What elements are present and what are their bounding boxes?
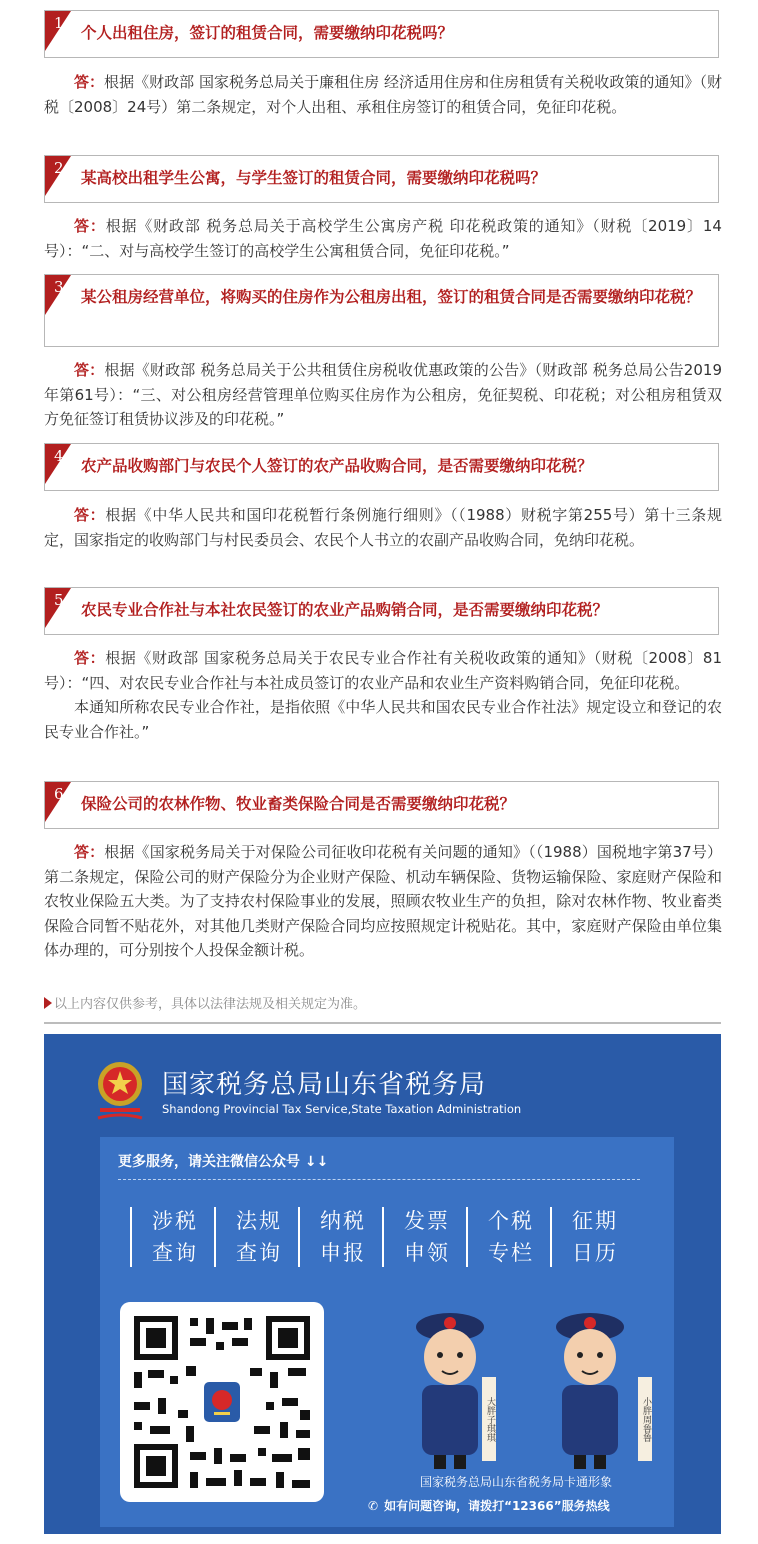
service-item[interactable]	[466, 1201, 546, 1273]
question-number: 6	[54, 785, 64, 803]
service-line2: 查询	[236, 1241, 282, 1265]
service-item[interactable]	[382, 1201, 462, 1273]
service-line2: 申报	[320, 1241, 366, 1265]
disclaimer	[44, 993, 366, 1012]
tax-emblem-icon	[92, 1058, 148, 1128]
answer-paragraph: 本通知所称农民专业合作社，是指依照《中华人民共和国农民专业合作社法》规定设立和登记的农民专业合作社。”	[44, 698, 722, 741]
question-box	[44, 587, 719, 635]
answer-text: 根据《中华人民共和国印花税暂行条例施行细则》（（1988）财税字第255号）第十三条规定，国家指定的收购部门与村民委员会、农民个人书立的农副产品收购合同，免纳印花税。	[44, 506, 722, 549]
phone-icon: ✆	[368, 1499, 379, 1513]
service-line2: 日历	[572, 1241, 618, 1265]
question-box	[44, 274, 719, 347]
hotline-text: 如有问题咨询，请拨打“12366”服务热线	[384, 1499, 610, 1513]
question-number: 3	[54, 278, 64, 296]
question-number: 5	[54, 591, 64, 609]
mascot-sign: 小胖周鲁鲁	[638, 1377, 652, 1461]
org-name-en: Shandong Provincial Tax Service,State Taxation Administration	[162, 1102, 522, 1116]
service-panel	[100, 1137, 674, 1527]
org-name-cn: 国家税务总局山东省税务局	[162, 1070, 487, 1100]
answer-label: 答：	[74, 843, 105, 861]
answer-block	[44, 840, 722, 963]
answer-label: 答：	[74, 217, 106, 235]
qr-code-icon	[120, 1302, 324, 1502]
service-line2: 查询	[152, 1241, 198, 1265]
question-text: 某高校出租学生公寓，与学生签订的租赁合同，需要缴纳印花税吗？	[81, 169, 547, 187]
question-box	[44, 10, 719, 58]
answer-label: 答：	[74, 73, 105, 91]
answer-block	[44, 503, 722, 552]
divider	[44, 1022, 721, 1024]
question-number: 2	[54, 159, 64, 177]
question-text: 个人出租住房，签订的租赁合同，需要缴纳印花税吗？	[81, 24, 454, 42]
mascot-sign: 大胖子琪琪	[482, 1377, 496, 1461]
follow-prompt: 更多服务，请关注微信公众号 ↓↓	[118, 1154, 329, 1170]
service-line2: 申领	[404, 1241, 450, 1265]
answer-text: 根据《财政部 税务总局关于公共租赁住房税收优惠政策的公告》（财政部 税务总局公告2019年第61号）：“三、对公租房经营管理单位购买住房作为公租房，免征契税、印花税；对公租房租赁双方免征签订租赁协议涉及的印花税。”	[44, 361, 722, 428]
question-text: 农产品收购部门与农民个人签订的农产品收购合同，是否需要缴纳印花税？	[81, 457, 593, 475]
service-line1: 法规	[236, 1209, 282, 1233]
mascot-caption: 国家税务总局山东省税务局卡通形象	[420, 1475, 613, 1489]
question-box	[44, 155, 719, 203]
question-box	[44, 443, 719, 491]
service-line1: 纳税	[320, 1209, 366, 1233]
service-item[interactable]	[130, 1201, 210, 1273]
question-text: 农民专业合作社与本社农民签订的农业产品购销合同，是否需要缴纳印花税？	[81, 601, 609, 619]
service-item[interactable]	[550, 1201, 630, 1273]
question-number: 4	[54, 447, 64, 465]
service-item[interactable]	[298, 1201, 378, 1273]
answer-label: 答：	[74, 506, 106, 524]
answer-block	[44, 70, 722, 119]
service-line1: 涉税	[152, 1209, 198, 1233]
answer-label: 答：	[74, 361, 105, 379]
service-line2: 专栏	[488, 1241, 534, 1265]
mascot-figure	[540, 1297, 640, 1472]
answer-text: 根据《财政部 税务总局关于高校学生公寓房产税 印花税政策的通知》（财税〔2019〕14号）：“二、对与高校学生签订的高校学生公寓租赁合同，免征印花税。”	[44, 217, 722, 260]
answer-text: 根据《国家税务局关于对保险公司征收印花税有关问题的通知》（（1988）国税地字第37号）第二条规定，保险公司的财产保险分为企业财产保险、机动车辆保险、货物运输保险、家庭财产保险和农牧业保险五大类。为了支持农村保险事业的发展，照顾农牧业生产的负担，除对农林作物、牧业畜类保险合同暂不贴花外，对其他几类财产保险合同均应按照规定计税贴花。其中，家庭财产保险由单位集体办理的，可分别按个人投保金额计税。	[44, 843, 722, 959]
question-box	[44, 781, 719, 829]
service-line1: 发票	[404, 1209, 450, 1233]
hotline	[368, 1497, 610, 1514]
question-number: 1	[54, 14, 64, 32]
service-line1: 征期	[572, 1209, 618, 1233]
qr-code[interactable]	[120, 1302, 324, 1502]
service-item[interactable]	[214, 1201, 294, 1273]
answer-label: 答：	[74, 649, 106, 667]
service-line1: 个税	[488, 1209, 534, 1233]
answer-block	[44, 214, 722, 263]
answer-block	[44, 358, 722, 432]
question-text: 保险公司的农林作物、牧业畜类保险合同是否需要缴纳印花税？	[81, 795, 516, 813]
answer-text: 根据《财政部 国家税务总局关于廉租住房 经济适用住房和住房租赁有关税收政策的通知》（财税〔2008〕24号）第二条规定，对个人出租、承租住房签订的租赁合同，免征印花税。	[44, 73, 722, 116]
disclaimer-text: 以上内容仅供参考，具体以法律法规及相关规定为准。	[54, 997, 367, 1012]
answer-text: 根据《财政部 国家税务总局关于农民专业合作社有关税收政策的通知》（财税〔2008〕81号）：“四、对农民专业合作社与本社成员签订的农业产品和农业生产资料购销合同，免征印花税。	[44, 649, 722, 692]
dashed-divider	[118, 1179, 640, 1180]
answer-block	[44, 646, 722, 744]
arrow-icon	[44, 997, 52, 1009]
promo-banner	[44, 1034, 721, 1534]
question-text: 某公租房经营单位，将购买的住房作为公租房出租，签订的租赁合同是否需要缴纳印花税？	[81, 288, 702, 306]
